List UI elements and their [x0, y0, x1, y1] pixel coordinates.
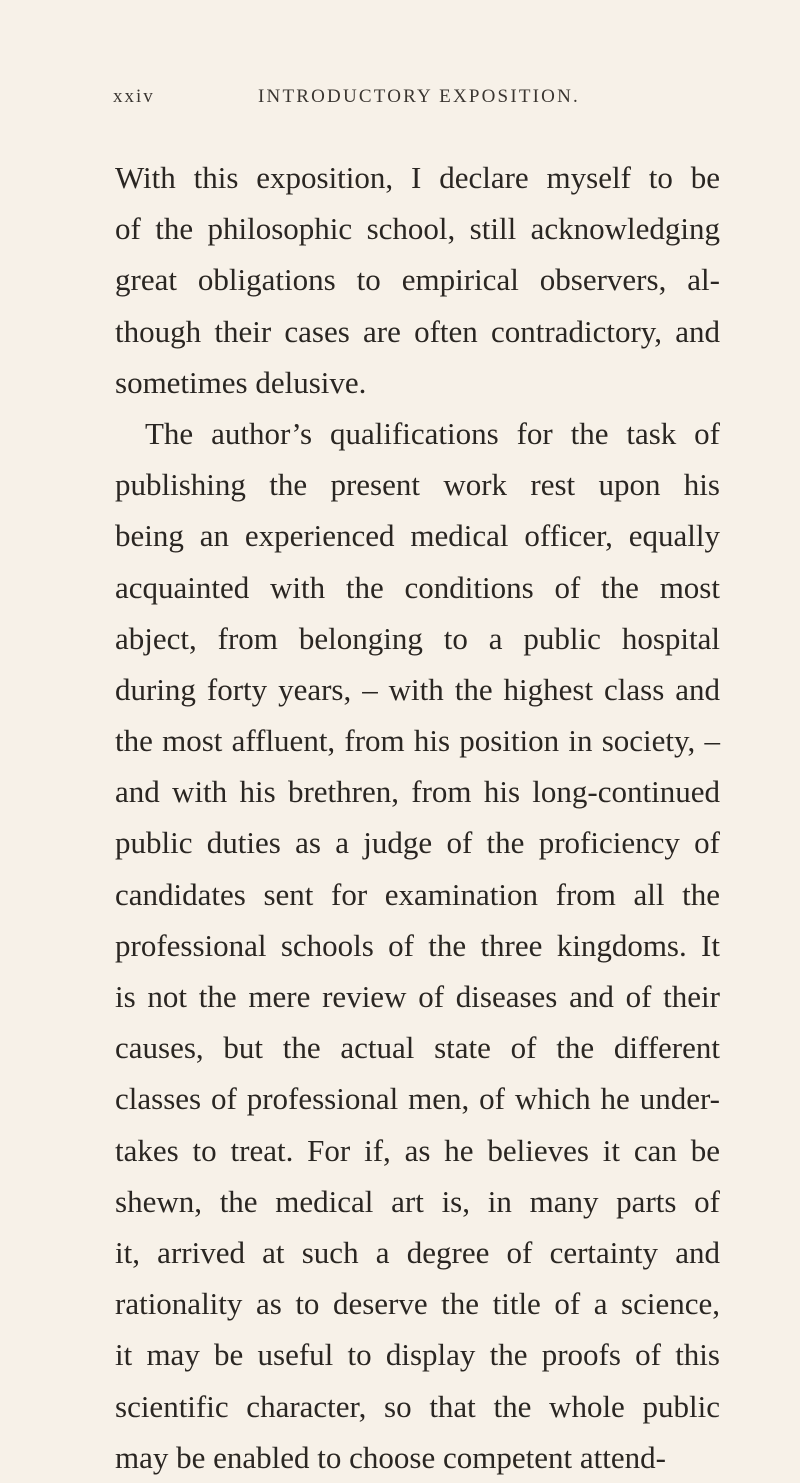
text-line: of the philosophic school, still acknowledging	[115, 211, 720, 247]
text-line: is not the mere review of diseases and of their	[115, 979, 720, 1014]
text-line: takes to treat. For if, as he believes it can be	[115, 1132, 720, 1168]
text-line: during forty years, – with the highest class and	[115, 671, 720, 707]
text-line: causes, but the actual state of the different	[115, 1030, 720, 1066]
text-line: and with his brethren, from his long-continued	[115, 774, 720, 810]
text-line: being an experienced medical officer, equally	[115, 518, 720, 554]
text-line: With this exposition, I declare myself to be	[115, 160, 720, 195]
text-line: great obligations to empirical observers, al-	[115, 262, 720, 298]
text-line: it, arrived at such a degree of certainty and	[115, 1234, 720, 1270]
text-line: acquainted with the conditions of the most	[115, 569, 720, 605]
text-line: shewn, the medical art is, in many parts of	[115, 1183, 720, 1219]
text-line: rationality as to deserve the title of a science,	[115, 1286, 720, 1322]
text-line: may be enabled to choose competent attend-	[115, 1439, 666, 1475]
body-text	[115, 152, 720, 1483]
text-line: The author’s qualifications for the task of	[145, 415, 720, 451]
text-line: candidates sent for examination from all the	[115, 876, 720, 912]
text-line: public duties as a judge of the proficiency of	[115, 825, 720, 861]
text-line: though their cases are often contradictory, and	[115, 313, 720, 349]
text-line: it may be useful to display the proofs of this	[115, 1337, 720, 1373]
running-head: INTRODUCTORY EXPOSITION.	[258, 86, 580, 107]
text-line: abject, from belonging to a public hospital	[115, 620, 720, 656]
text-line: sometimes delusive.	[115, 364, 367, 400]
page-number: xxiv	[113, 86, 155, 107]
text-line: scientific character, so that the whole public	[115, 1388, 720, 1424]
text-line: classes of professional men, of which he under-	[115, 1081, 720, 1117]
text-line: the most affluent, from his position in society, –	[115, 723, 720, 759]
page-header	[113, 86, 713, 126]
text-line: publishing the present work rest upon his	[115, 467, 720, 503]
text-line: professional schools of the three kingdoms. It	[115, 927, 720, 963]
